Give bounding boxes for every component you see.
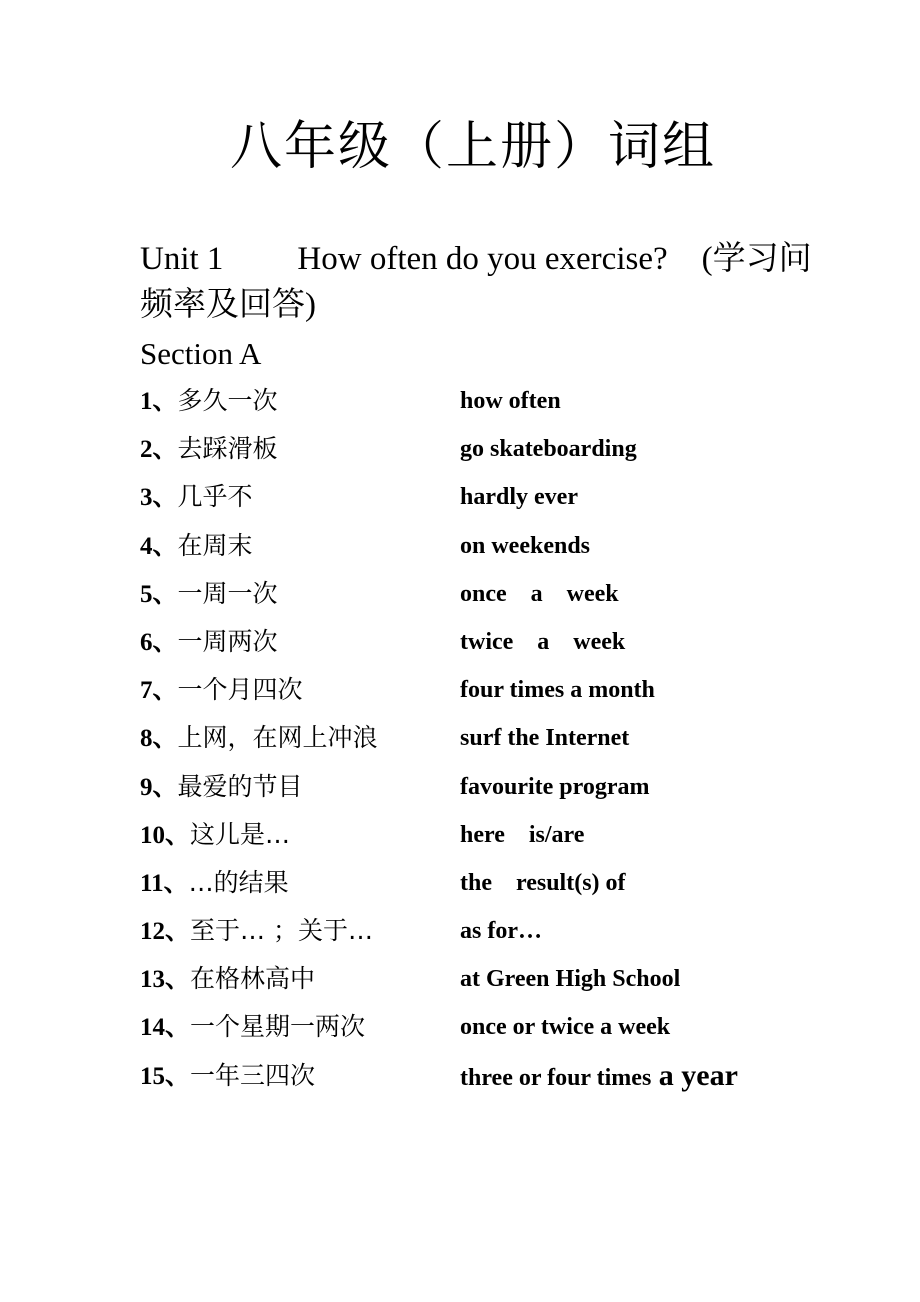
vocab-row (140, 960, 840, 1008)
vocab-chinese (140, 960, 460, 999)
vocab-english: twice a week (460, 628, 626, 655)
vocab-row (140, 430, 840, 478)
vocab-english: surf the Internet (460, 725, 630, 752)
vocab-row (140, 671, 840, 719)
unit-number: Unit 1 (140, 241, 224, 277)
vocab-number: 11、 (140, 869, 189, 897)
vocab-number: 10、 (140, 821, 191, 849)
vocab-chinese (140, 1008, 460, 1047)
vocab-chinese-text: 去踩滑板 (177, 434, 278, 464)
vocab-english: four times a month (460, 677, 655, 704)
vocab-row (140, 575, 840, 623)
vocab-chinese-text: 在格林高中 (190, 964, 316, 994)
vocab-chinese-text: …的结果 (188, 867, 289, 897)
vocab-row (140, 816, 840, 864)
vocab-row (140, 1057, 840, 1105)
vocab-row (140, 382, 840, 430)
vocab-chinese (140, 478, 460, 517)
vocab-chinese-text: 一周一次 (177, 578, 278, 608)
unit-note: (学习问频率及回答) (140, 241, 812, 323)
vocab-row (140, 912, 840, 960)
vocab-english: at Green High School (460, 966, 681, 993)
vocab-english: once a week (460, 580, 619, 607)
vocab-english: hardly ever (460, 484, 578, 511)
vocab-chinese-text: 这儿是… (190, 819, 291, 849)
vocab-number: 2、 (140, 436, 178, 464)
vocab-chinese-text: 一个星期一两次 (190, 1012, 366, 1042)
vocab-number: 6、 (140, 628, 178, 656)
vocab-english-tail: a year (651, 1058, 738, 1092)
vocab-number: 7、 (140, 677, 178, 705)
vocab-row (140, 768, 840, 816)
vocab-row (140, 719, 840, 767)
vocab-chinese (140, 768, 460, 807)
vocab-chinese (140, 430, 460, 469)
vocab-row (140, 478, 840, 526)
vocab-chinese (140, 623, 460, 662)
section-label: Section A (140, 336, 262, 371)
vocab-english: once or twice a week (460, 1014, 671, 1041)
vocab-chinese-text: 一个月四次 (177, 675, 303, 705)
vocab-number: 1、 (140, 388, 178, 415)
vocab-english: here is/are (460, 821, 585, 848)
vocab-number: 9、 (140, 773, 178, 801)
vocab-number: 3、 (140, 484, 178, 512)
vocab-chinese (140, 575, 460, 614)
vocab-chinese (140, 912, 460, 951)
vocab-chinese-text: 上网，在网上冲浪 (177, 723, 378, 753)
vocab-english: on weekends (460, 532, 591, 559)
vocab-chinese (140, 671, 460, 710)
vocab-chinese-text: 一周两次 (177, 626, 278, 656)
vocab-chinese (140, 1057, 460, 1096)
vocab-chinese-text: 多久一次 (177, 386, 278, 415)
vocab-chinese (140, 864, 460, 903)
vocab-english: go skateboarding (460, 436, 637, 463)
vocab-row (140, 527, 840, 575)
vocab-number: 4、 (140, 532, 178, 560)
vocab-row (140, 864, 840, 912)
vocab-english: the result(s) of (460, 869, 626, 896)
vocab-row (140, 623, 840, 671)
vocab-chinese (140, 382, 460, 421)
vocab-chinese-text: 几乎不 (177, 482, 253, 512)
vocab-number: 12、 (140, 918, 191, 946)
unit-heading (140, 236, 830, 328)
vocab-row (140, 1008, 840, 1056)
unit-title: How often do you exercise? (297, 241, 668, 277)
vocab-chinese (140, 719, 460, 758)
vocab-chinese-text: 最爱的节目 (177, 771, 303, 801)
vocab-chinese-text: 至于… ；关于… (190, 916, 373, 946)
vocab-number: 15、 (140, 1062, 191, 1090)
vocab-english: favourite program (460, 773, 650, 800)
vocab-list (140, 382, 840, 1105)
vocab-chinese (140, 816, 460, 855)
vocab-number: 8、 (140, 725, 178, 753)
vocab-number: 13、 (140, 966, 191, 994)
vocab-english (460, 1057, 738, 1097)
vocab-number: 5、 (140, 580, 178, 608)
vocab-number: 14、 (140, 1014, 191, 1042)
vocab-chinese-text: 一年三四次 (190, 1060, 316, 1090)
vocab-chinese-text: 在周末 (177, 530, 253, 560)
vocab-english: as for… (460, 918, 542, 945)
document-title: 八年级（上册）词组 (229, 117, 716, 177)
vocab-english: how often (460, 388, 561, 414)
vocab-chinese (140, 527, 460, 566)
vocab-english-main: three or four times (460, 1064, 652, 1091)
